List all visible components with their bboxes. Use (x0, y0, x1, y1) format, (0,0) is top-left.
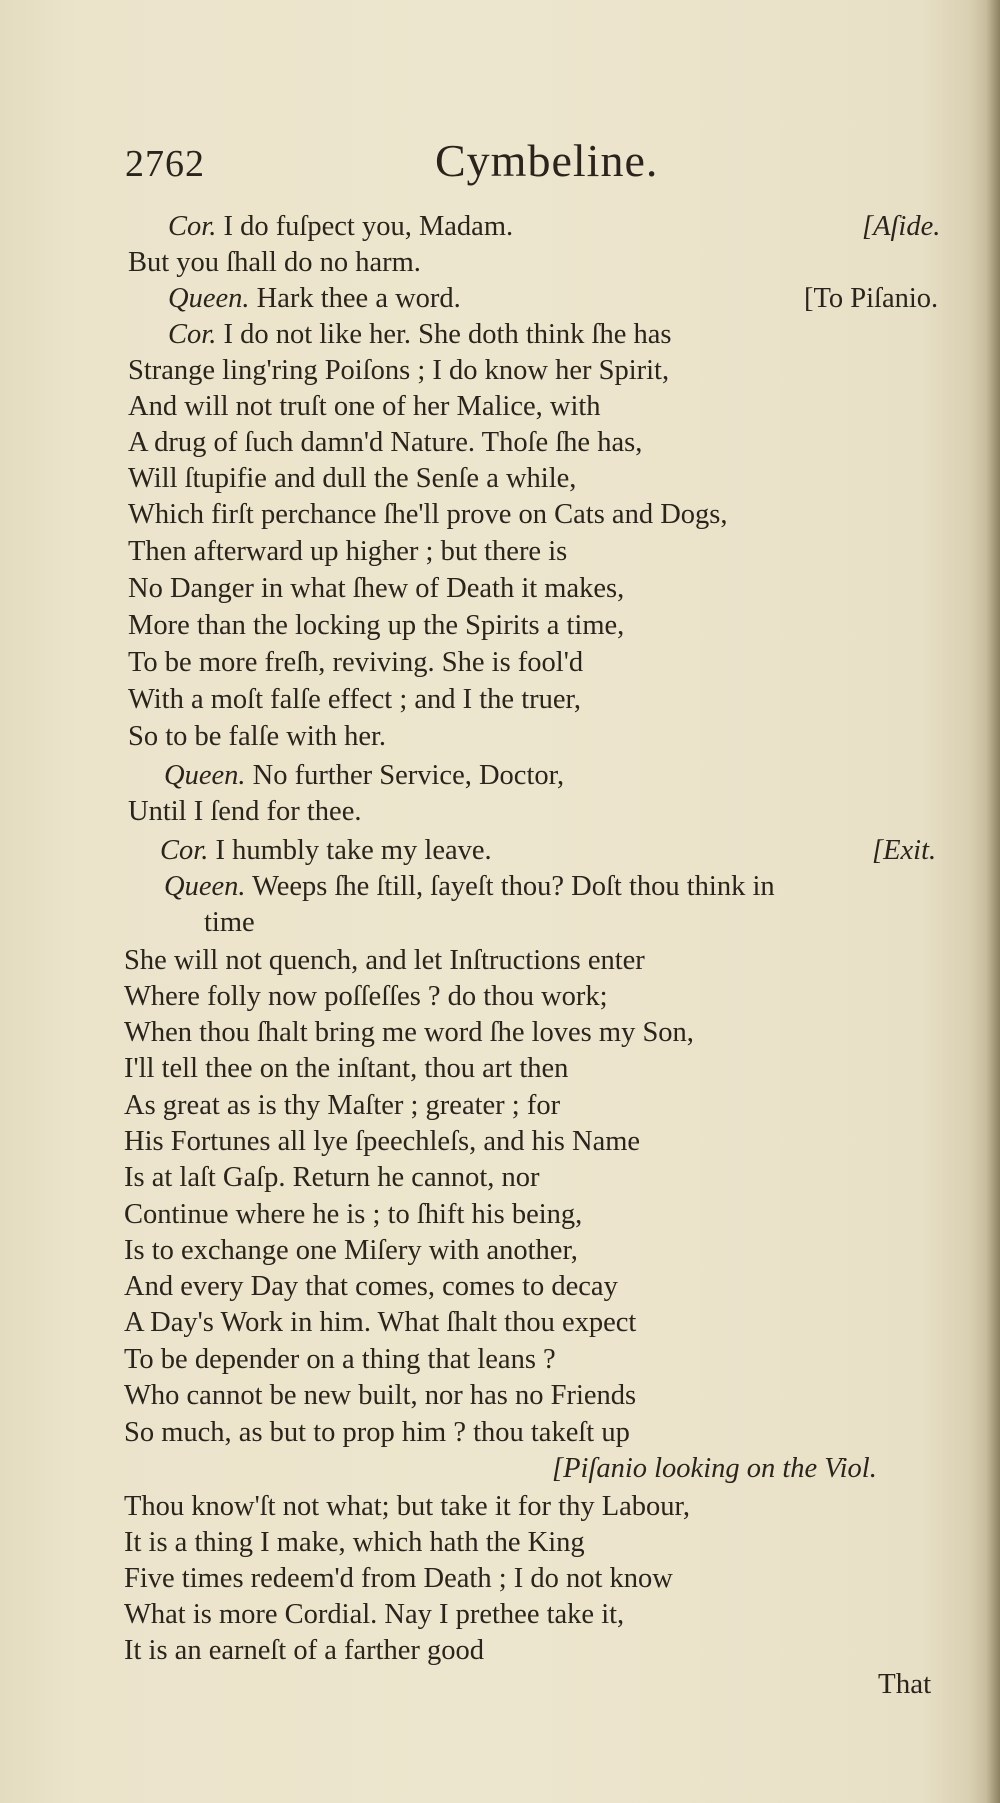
stage-direction: [To Piſanio. (804, 283, 939, 314)
line-text: It is a thing I make, which hath the King (124, 1527, 585, 1558)
line-text: A drug of ſuch damn'd Nature. Thoſe ſhe has, (128, 427, 643, 458)
line-text: With a moſt falſe effect ; and I the truer, (128, 684, 581, 715)
line-text: When thou ſhalt bring me word ſhe loves my Son, (124, 1017, 694, 1048)
line-text: And every Day that comes, comes to decay (124, 1271, 618, 1302)
line-text: time (204, 907, 255, 938)
line-text: His Fortunes all lye ſpeechleſs, and his Name (124, 1126, 641, 1157)
text-line (128, 426, 642, 460)
text-line (164, 759, 564, 793)
text-line (128, 572, 624, 606)
line-text: Until I ſend for thee. (128, 796, 362, 827)
catchword: That (878, 1668, 932, 1700)
line-text: As great as is thy Maſter ; greater ; for (124, 1090, 561, 1121)
line-text: I'll tell thee on the inſtant, thou art then (124, 1053, 569, 1084)
text-line (124, 944, 645, 978)
text-line (128, 462, 576, 496)
text-line (128, 498, 728, 532)
text-line (124, 1125, 640, 1159)
line-text: Hark thee a word. (249, 283, 461, 314)
text-line (124, 1416, 630, 1450)
text-line (124, 1562, 673, 1596)
text-line (124, 1306, 636, 1340)
text-line (124, 1161, 540, 1195)
speaker-name: Queen. (164, 871, 246, 902)
text-line (160, 834, 492, 868)
text-line (124, 1379, 636, 1413)
line-text: A Day's Work in him. What ſhalt thou expect (124, 1307, 637, 1338)
text-line (124, 1016, 694, 1050)
line-text: More than the locking up the Spirits a time, (128, 610, 625, 641)
line-text: Who cannot be new built, nor has no Friends (124, 1380, 637, 1411)
line-text: Thou know'ſt not what; but take it for thy Labour, (124, 1491, 690, 1522)
text-line (168, 282, 461, 316)
text-line (204, 906, 255, 940)
line-text: I humbly take my leave. (208, 835, 492, 866)
line-text: Weeps ſhe ſtill, ſayeſt thou? Doſt thou think in (245, 871, 775, 902)
stage-direction: [Exit. (872, 835, 937, 866)
text-line (124, 1634, 484, 1668)
line-text: I do fuſpect you, Madam. (216, 211, 514, 242)
line-text: No further Service, Doctor, (245, 760, 565, 791)
text-line (164, 870, 775, 904)
text-line (124, 1598, 624, 1632)
line-text: Then afterward up higher ; but there is (128, 536, 568, 567)
text-line (124, 1198, 582, 1232)
line-text: Five times redeem'd from Death ; I do not know (124, 1563, 673, 1594)
line-text: She will not quench, and let Inſtructions enter (124, 945, 645, 976)
line-text: I do not like her. She doth think ſhe has (216, 319, 672, 350)
running-title: Cymbeline. (435, 135, 659, 186)
text-line (128, 795, 361, 829)
line-text: Which firſt perchance ſhe'll prove on Cats and Dogs, (128, 499, 728, 530)
line-text: To be more freſh, reviving. She is fool'd (128, 647, 584, 678)
line-text: Is to exchange one Miſery with another, (124, 1235, 578, 1266)
line-text: And will not truſt one of her Malice, with (128, 391, 601, 422)
line-text: But you ſhall do no harm. (128, 247, 421, 278)
speaker-name: Queen. (164, 760, 246, 791)
speaker-name: Cor. (168, 319, 217, 350)
text-line (128, 390, 601, 424)
text-line (128, 609, 624, 643)
text-line (124, 980, 608, 1014)
text-line (168, 318, 671, 352)
text-line (124, 1270, 618, 1304)
line-text: So much, as but to prop him ? thou takeſt up (124, 1417, 630, 1448)
text-line (124, 1343, 556, 1377)
line-text: Where folly now poſſeſſes ? do thou work; (124, 981, 608, 1012)
text-line (124, 1052, 568, 1086)
line-text: Will ſtupifie and dull the Senſe a while, (128, 463, 577, 494)
line-text: It is an earneſt of a farther good (124, 1635, 485, 1666)
line-text: No Danger in what ſhew of Death it makes, (128, 573, 625, 604)
line-text: Is at laſt Gaſp. Return he cannot, nor (124, 1162, 540, 1193)
line-text: So to be falſe with her. (128, 721, 387, 752)
text-line (124, 1234, 578, 1268)
text-line (124, 1089, 560, 1123)
line-text: To be depender on a thing that leans ? (124, 1344, 556, 1375)
text-line (128, 646, 583, 680)
line-text: Strange ling'ring Poiſons ; I do know her Spirit, (128, 355, 670, 386)
text-line (124, 1526, 585, 1560)
line-text: What is more Cordial. Nay I prethee take it, (124, 1599, 625, 1630)
text-line (128, 535, 567, 569)
speaker-name: Cor. (168, 211, 217, 242)
stage-direction: [Piſanio looking on the Viol. (552, 1453, 877, 1484)
text-line (168, 210, 513, 244)
page-number: 2762 (125, 143, 205, 185)
text-line (124, 1490, 690, 1524)
speaker-name: Queen. (168, 283, 250, 314)
text-line (128, 354, 669, 388)
text-line (128, 246, 421, 280)
text-line (128, 720, 386, 754)
speaker-name: Cor. (160, 835, 209, 866)
line-text: Continue where he is ; to ſhift his being, (124, 1199, 583, 1230)
stage-direction: [Aſide. (862, 211, 941, 242)
text-line (128, 683, 581, 717)
